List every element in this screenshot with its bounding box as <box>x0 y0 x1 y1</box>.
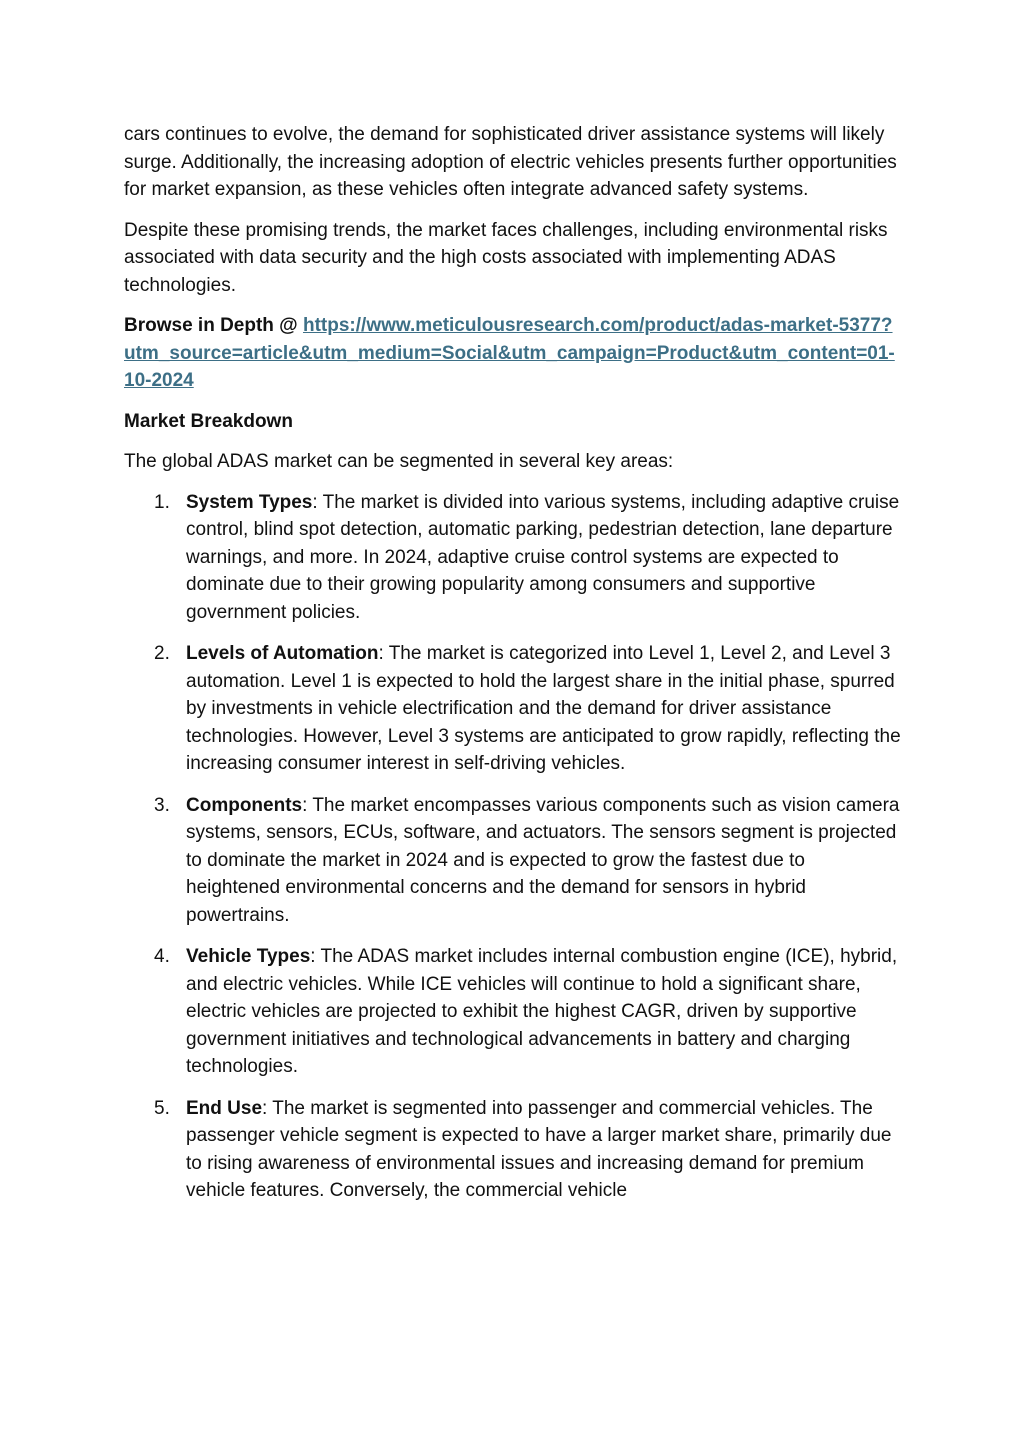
intro-paragraph-1: cars continues to evolve, the demand for sophisticated driver assistance systems will likely surge. Additionally, the increasing adoption of electric vehicles presents further opportunities for market expansion, as these vehicles often integrate advanced safety systems. <box>124 124 897 200</box>
list-number: 1. <box>154 491 170 513</box>
item-text: : The ADAS market includes internal combustion engine (ICE), hybrid, and electric vehicles. While ICE vehicles will continue to hold a significant share, electric vehicles are projected to exhibit the highest CAGR, driven by supportive government initiatives and technological advancements in battery and charging technologies. <box>186 946 898 1077</box>
browse-line <box>124 312 904 395</box>
item-text: : The market is divided into various systems, including adaptive cruise control, blind spot detection, automatic parking, pedestrian detection, lane departure warnings, and more. In 2024, adaptive cruise control systems are expected to dominate due to their growing popularity among consumers and supportive government policies. <box>186 491 900 623</box>
item-title: Levels of Automation <box>186 643 379 664</box>
browse-label: Browse in Depth @ <box>124 315 303 336</box>
list-number: 3. <box>154 794 170 816</box>
list-item <box>124 640 904 778</box>
intro-paragraph-2: Despite these promising trends, the market faces challenges, including environmental risks associated with data security and the high costs associated with implementing ADAS technologies. <box>124 219 888 296</box>
list-number: 4. <box>154 946 170 967</box>
item-title: Components <box>186 794 303 816</box>
list-item <box>124 943 904 1081</box>
item-text: : The market encompasses various components such as vision camera systems, sensors, ECUs, software, and actuators. The sensors segment is projected to dominate the market in 2024 and is expected to grow the fastest due to heightened environmental concerns and the demand for sensors in hybrid powertrains. <box>186 794 900 926</box>
list-number: 5. <box>154 1097 170 1119</box>
list-number: 2. <box>154 643 170 664</box>
item-title: System Types <box>186 491 313 513</box>
item-title: End Use <box>186 1097 263 1119</box>
item-title: Vehicle Types <box>186 946 311 967</box>
section-lead: The global ADAS market can be segmented in several key areas: <box>124 451 674 472</box>
document-page <box>124 121 904 1219</box>
section-heading: Market Breakdown <box>124 410 293 432</box>
list-item <box>124 792 904 930</box>
list-item <box>124 1095 904 1205</box>
item-text: : The market is segmented into passenger and commercial vehicles. The passenger vehicle segment is expected to have a larger market share, primarily due to rising awareness of environmental issues and increasing demand for premium vehicle features. Conversely, the commercial vehicle <box>186 1097 892 1201</box>
list-item <box>124 489 904 627</box>
item-text: : The market is categorized into Level 1, Level 2, and Level 3 automation. Level 1 is expected to hold the largest share in the initial phase, spurred by investments in vehicle electrification and the demand for driver assistance technologies. However, Level 3 systems are anticipated to grow rapidly, reflecting the increasing consumer interest in self-driving vehicles. <box>186 643 901 774</box>
breakdown-list <box>124 489 904 1205</box>
browse-link[interactable]: https://www.meticulousresearch.com/product/adas-market-5377?utm_source=article&utm_medium=Social&utm_campaign=Product&utm_content=01-10-2024 <box>124 315 895 391</box>
